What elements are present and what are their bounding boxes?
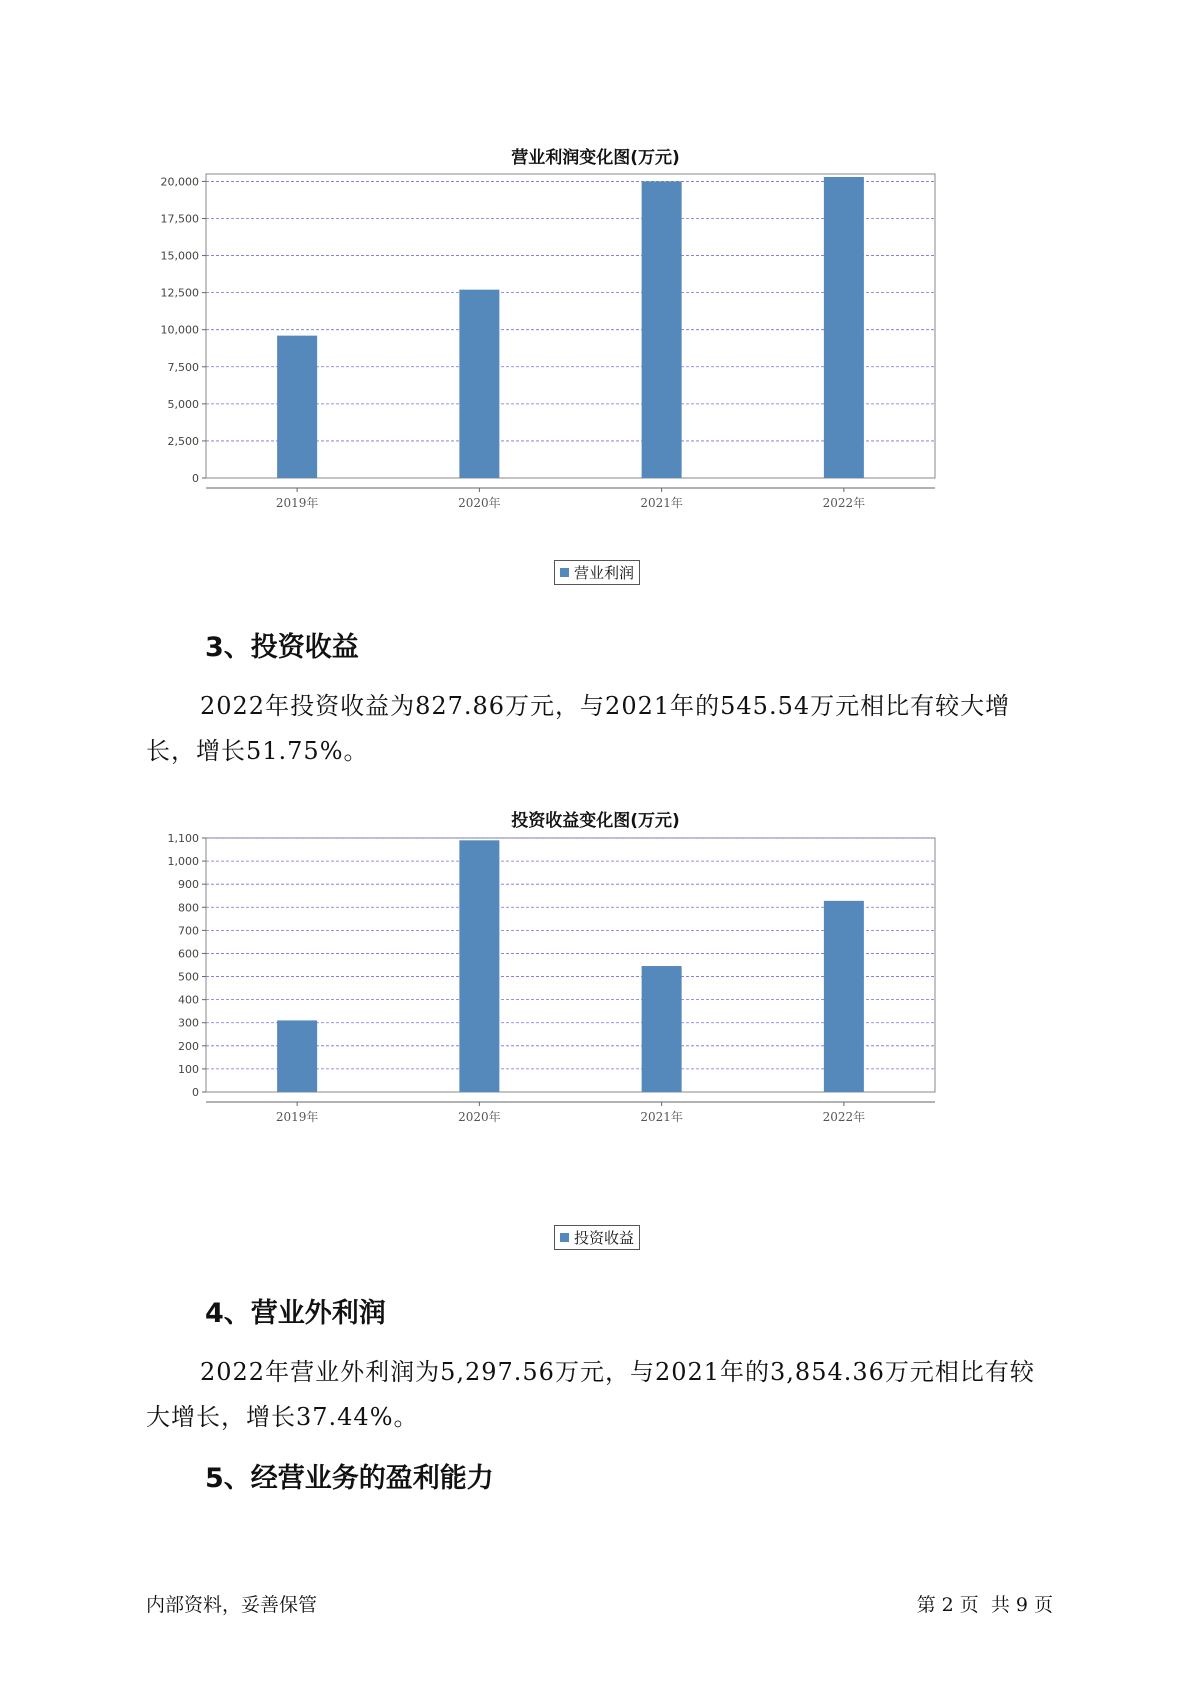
x-tick-label: 2020年: [458, 1110, 501, 1124]
chart1-title: 营业利润变化图(万元): [511, 148, 680, 168]
y-tick-label: 0: [192, 472, 199, 485]
section4-heading: 4、营业外利润: [205, 1298, 386, 1329]
y-tick-label: 20,000: [160, 175, 199, 189]
section3-paragraph: 2022年投资收益为827.86万元，与2021年的545.54万元相比有较大增长，增长51.75%。: [146, 692, 1011, 765]
y-tick-label: 1,000: [167, 855, 199, 869]
bar-2020年: [459, 290, 499, 478]
y-tick-label: 10,000: [160, 323, 199, 337]
y-tick-label: 600: [178, 947, 199, 961]
y-tick-label: 800: [178, 901, 199, 915]
chart1-svg: [150, 170, 950, 510]
legend-swatch: [560, 1233, 569, 1242]
chart2-legend-label: 投资收益: [574, 1229, 635, 1247]
x-tick-label: 2020年: [458, 496, 501, 510]
bar-2020年: [459, 840, 499, 1092]
footer-confidential: 内部资料，妥善保管: [146, 1594, 318, 1616]
bar-2021年: [642, 181, 682, 478]
y-tick-label: 17,500: [160, 212, 199, 226]
bar-2021年: [642, 966, 682, 1092]
bar-2019年: [277, 336, 317, 478]
y-tick-label: 2,500: [167, 434, 199, 448]
y-tick-label: 500: [178, 970, 199, 984]
bar-2022年: [824, 901, 864, 1092]
section5-heading: 5、经营业务的盈利能力: [205, 1463, 494, 1494]
chart1-legend-label: 营业利润: [574, 564, 635, 582]
y-tick-label: 700: [178, 924, 199, 938]
x-tick-label: 2021年: [640, 1110, 683, 1124]
bar-2019年: [277, 1020, 317, 1092]
chart2-svg: [150, 832, 950, 1187]
y-tick-label: 200: [178, 1039, 199, 1053]
y-tick-label: 900: [178, 878, 199, 892]
chart1-legend: [554, 560, 640, 585]
bar-2022年: [824, 177, 864, 478]
chart2-title: 投资收益变化图(万元): [511, 811, 680, 831]
x-tick-label: 2019年: [275, 1110, 319, 1124]
x-tick-label: 2019年: [275, 496, 319, 510]
chart1: [150, 170, 950, 510]
legend-swatch: [560, 568, 569, 577]
y-tick-label: 100: [178, 1062, 199, 1076]
section4-paragraph: 2022年营业外利润为5,297.56万元，与2021年的3,854.36万元相比有较大增长，增长37.44%。: [146, 1358, 1035, 1431]
y-tick-label: 5,000: [167, 397, 199, 411]
x-tick-label: 2022年: [822, 496, 866, 510]
y-tick-label: 1,100: [167, 832, 199, 845]
section3-heading: 3、投资收益: [205, 632, 359, 663]
chart2-legend: [554, 1225, 640, 1250]
y-tick-label: 12,500: [160, 286, 199, 300]
x-tick-label: 2022年: [822, 1110, 866, 1124]
y-tick-label: 15,000: [160, 249, 199, 263]
chart2: [150, 832, 950, 1187]
y-tick-label: 7,500: [167, 360, 199, 374]
y-tick-label: 400: [178, 993, 199, 1007]
y-tick-label: 0: [192, 1086, 199, 1099]
footer-page-number: 第 2 页 共 9 页: [916, 1594, 1053, 1616]
y-tick-label: 300: [178, 1016, 199, 1030]
x-tick-label: 2021年: [640, 496, 683, 510]
